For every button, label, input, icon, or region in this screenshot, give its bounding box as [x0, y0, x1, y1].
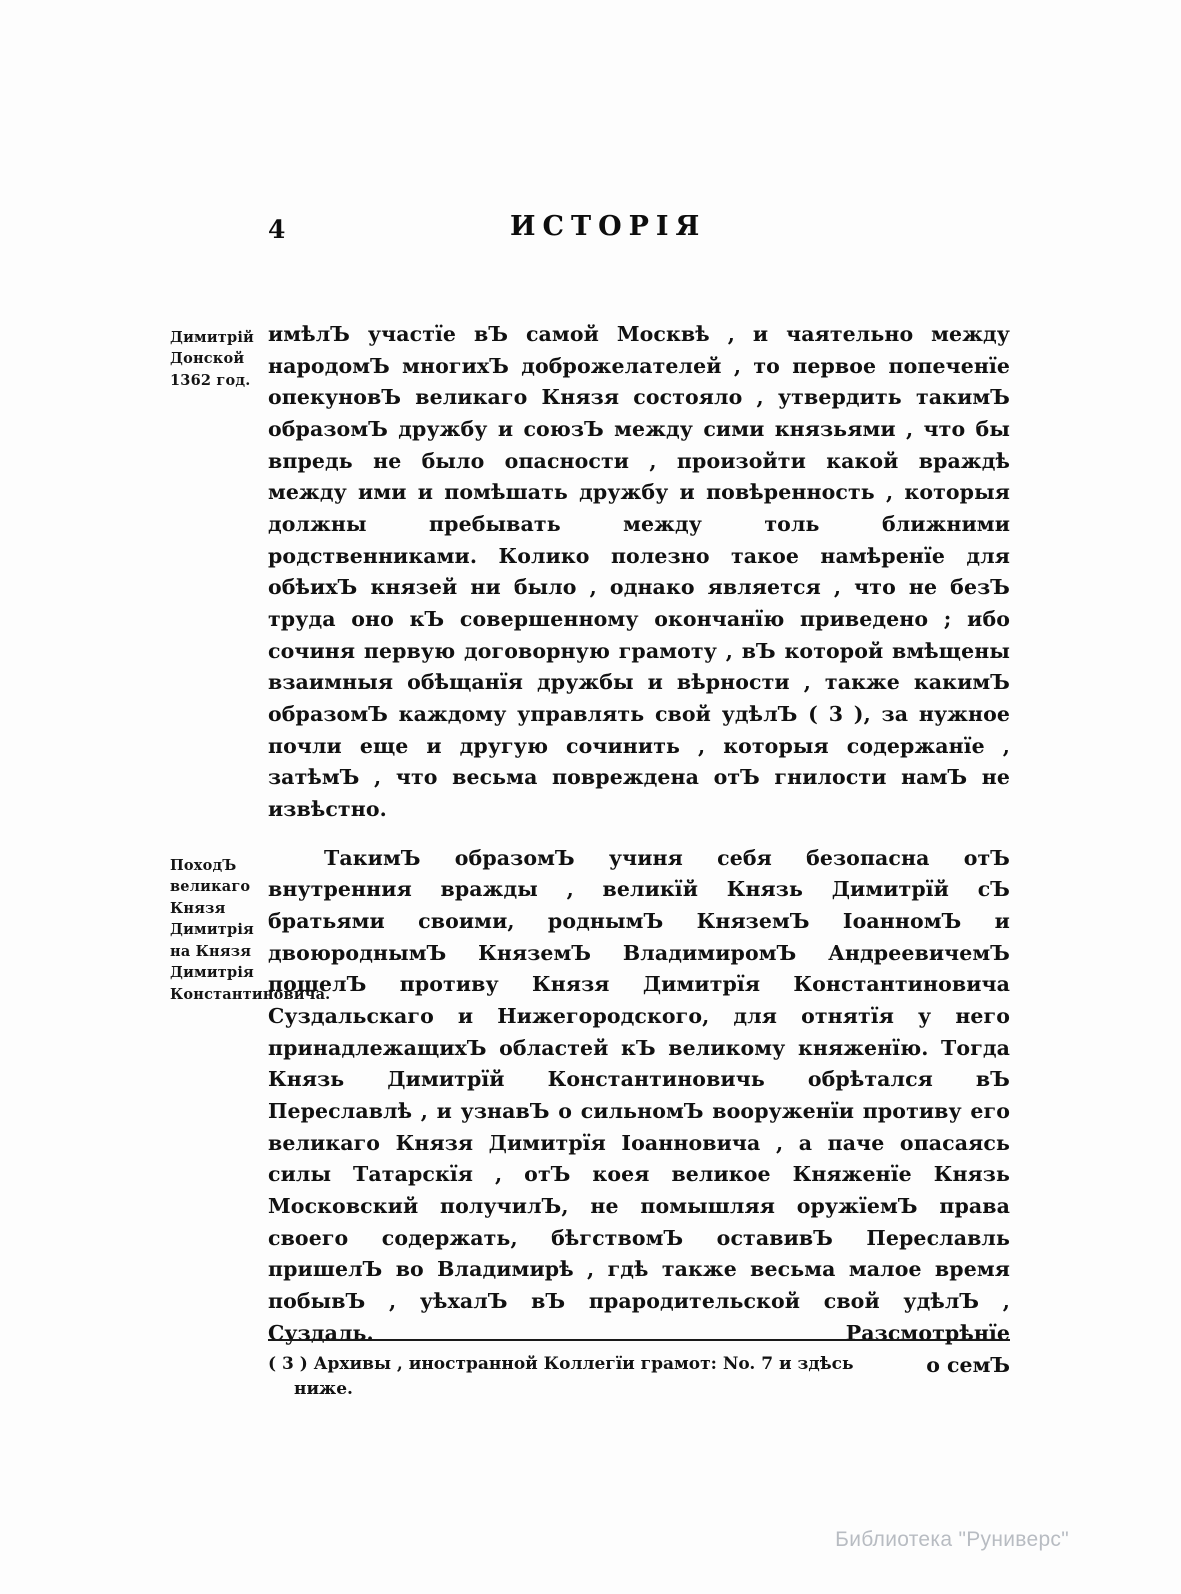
page-header: [170, 205, 1010, 257]
page-content: [170, 205, 1010, 1399]
library-watermark: Библиотека "Руниверс": [835, 1528, 1069, 1551]
footnote-line-1: ( 3 ) Архивы , иностранной Коллегїи грамот: No. 7 и здѣсь: [268, 1354, 854, 1374]
paragraph-body-2: ТакимЪ образомЪ учиня себя безопасна отЪ внутренния вражды , великїй Князь Димитрїй сЪ братьями своими, роднымЪ КняземЪ ІоанномЪ и двоюроднымЪ КняземЪ ВладимиромЪ АндреевичемЪ пошелЪ противу Князя Димитрїя Константиновича Суздальскаго и Нижегородского, для отнятїя у него принадлежащихЪ областей кЪ великому княженїю. Тогда Князь Димитрїй Константиновичь обрѣтался вЪ Переславлѣ , и узнавЪ о сильномЪ вооруженїи противу его великаго Князя Димитрїя Іоанновича , а паче опасаясь силы Татарскїя , отЪ коея великое Княженїе Князь Московский получилЪ, не помышляя оружїемЪ права своего содержать, бѣгствомЪ оставивЪ Переславль пришелЪ во Владимирѣ , гдѣ также весьма малое время побывЪ , уѣхалЪ вЪ прародительской свой удѣлЪ , Суздаль. Разсмотрѣнїе: [268, 845, 1010, 1345]
footnote: [268, 1352, 1010, 1401]
marginal-note-campaign: ПоходЪ великаго Князя Димитрія на Князя Димитрія Константиновича.: [170, 857, 331, 1003]
catchword: о семЪ: [926, 1352, 1010, 1377]
footnote-rule: [268, 1339, 1010, 1341]
paragraph-body-1: имѣлЪ участїе вЪ самой Москвѣ , и чаятельно между народомЪ многихЪ доброжелателей , то первое попеченїе опекуновЪ великаго Князя состояло , утвердить такимЪ образомЪ дружбу и союзЪ между сими князьями , что бы впредь не было опасности , произойти какой враждѣ между ими и помѣшать дружбу и повѣренность , которыя должны пребывать между толь ближними родственниками. Колико полезно такое намѣренїе для обѣихЪ князей ни было , однако является , что не безЪ труда оно кЪ совершенному окончанїю приведено ; ибо сочиня первую договорную грамоту , вЪ которой вмѣщены взаимныя обѣщанїя дружбы и вѣрности , также какимЪ образомЪ каждому управлять свой удѣлЪ ( 3 ), за нужное почли еще и другую сочинить , которыя содержанїе , затѣмЪ , что весьма повреждена отЪ гнилости намЪ не извѣстно.: [268, 322, 1010, 822]
running-title: ИСТОРІЯ: [510, 211, 707, 242]
page-number: 4: [268, 215, 286, 244]
footnote-line-2: ниже.: [294, 1378, 353, 1399]
marginal-note-dimitry-donskoy: Димитрій Донской 1362 год.: [170, 329, 254, 389]
main-text-column: [268, 319, 1010, 1381]
